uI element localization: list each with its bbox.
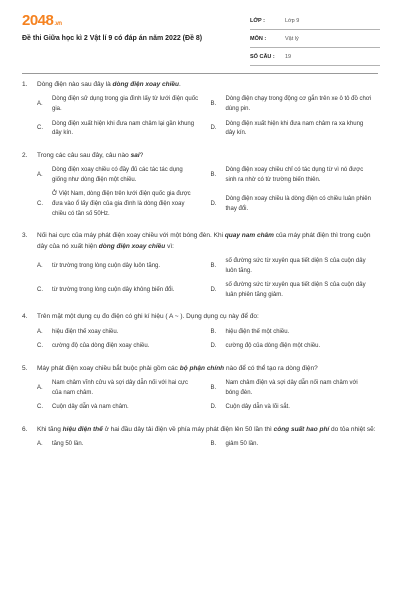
question-number: 6. (22, 426, 28, 434)
option-text: cường độ của dòng điện một chiều. (225, 343, 321, 350)
option-letter: D. (210, 286, 217, 293)
question-number: 4. (22, 313, 28, 321)
answer-options (37, 328, 378, 352)
meta-value: 19 (285, 53, 292, 60)
answer-option[interactable] (37, 342, 205, 352)
document-title: Đề thi Giữa học kì 2 Vật lí 9 có đáp án năm 2022 (Đề 8) (22, 35, 203, 42)
option-letter: B. (210, 101, 217, 108)
question-5 (22, 364, 378, 413)
answer-option[interactable] (211, 328, 379, 338)
question-text-part: Trong các câu sau đây, câu nào (37, 151, 131, 159)
question-6 (22, 425, 378, 450)
answer-option[interactable] (37, 281, 205, 300)
option-text: Ở Việt Nam, dòng điện trên lưới điện quốc gia được đưa vào ổ lấy điện của gia đình là dòng điện xoay chiều có tần số 50Hz. (52, 191, 191, 217)
question-emphasis: bộ phận chính (179, 364, 225, 372)
answer-option[interactable] (37, 440, 205, 450)
option-letter: D. (210, 343, 217, 350)
answer-option[interactable] (211, 190, 379, 219)
question-stem (22, 364, 378, 374)
question-text-part: của máy phát điện thì trong cuộn dây của nó xuất hiện (37, 232, 371, 250)
meta-label: LỚP : (250, 17, 265, 24)
meta-row-question-count (250, 48, 380, 66)
site-logo[interactable] (22, 12, 62, 29)
question-stem (22, 80, 378, 90)
question-text-part: ở hai đầu dây tải điện về phía máy phát điện lên 50 lần thì (102, 426, 274, 434)
question-number: 1. (22, 81, 28, 88)
answer-option[interactable] (211, 120, 379, 139)
answer-option[interactable] (37, 95, 205, 114)
option-text: số đường sức từ xuyên qua tiết diện S của cuộn dây luôn tăng. (225, 257, 366, 274)
option-letter: C. (37, 286, 43, 293)
option-letter: A. (37, 328, 43, 335)
answer-option[interactable] (211, 166, 379, 185)
option-text: tăng 50 lần. (52, 441, 84, 448)
question-1 (22, 80, 378, 139)
question-text (37, 364, 318, 374)
option-letter: A. (37, 171, 43, 178)
question-list (22, 80, 378, 462)
option-text: Cuộn dây dẫn và lõi sắt. (225, 404, 290, 411)
option-letter: C. (37, 343, 43, 350)
option-text: Dòng điện xoay chiều chỉ có tác dụng từ vì nó được sinh ra nhờ có từ trường biến thiên. (225, 167, 364, 183)
question-number: 2. (22, 151, 28, 159)
meta-label: SỐ CÂU : (250, 53, 275, 60)
option-letter: D. (210, 125, 217, 132)
answer-options (37, 440, 378, 450)
question-3 (22, 231, 378, 300)
answer-option[interactable] (37, 403, 205, 413)
question-text (37, 425, 376, 435)
question-emphasis: dòng điện xoay chiều (112, 81, 179, 88)
meta-value: Lớp 9 (285, 17, 300, 24)
header-divider (22, 73, 378, 74)
question-2 (22, 151, 378, 219)
answer-option[interactable] (37, 120, 205, 139)
answer-option[interactable] (211, 403, 379, 413)
answer-options (37, 166, 378, 219)
question-stem (22, 231, 378, 252)
option-letter: B. (210, 262, 217, 269)
question-text-part: vì: (165, 242, 174, 250)
option-text: từ trường trong lòng cuộn dây luôn tăng. (52, 262, 161, 269)
option-text: cường độ của dòng điện xoay chiều. (52, 343, 150, 350)
answer-options (37, 95, 378, 138)
question-stem (22, 425, 378, 435)
option-text: hiệu điện thế một chiều. (225, 328, 290, 335)
question-emphasis: dòng điện xoay chiều (98, 242, 166, 250)
question-text-part: Khi tăng (37, 426, 63, 434)
answer-options (37, 379, 378, 413)
option-letter: C. (37, 200, 43, 207)
option-text: Dòng điện xoay chiều là dòng điện có chiều luân phiên thay đổi. (225, 196, 371, 212)
question-text-part: Dòng điện nào sau đây là (37, 81, 113, 88)
option-text: Dòng điện xoay chiều có đầy đủ các tác tác dụng giống như dòng điện một chiều. (52, 167, 183, 183)
option-text: số đường sức từ xuyên qua tiết diện S của cuộn dây luân phiên tăng giảm. (225, 282, 366, 298)
question-number: 5. (22, 364, 28, 372)
option-letter: B. (210, 171, 217, 178)
meta-row-class (250, 12, 380, 30)
option-letter: C. (37, 125, 43, 132)
question-text (37, 231, 378, 252)
question-emphasis: quay nam châm (224, 232, 274, 240)
option-letter: D. (210, 404, 217, 411)
option-text: Nam châm vĩnh cửu và sợi dây dẫn nối với hai cực của nam châm. (52, 380, 188, 396)
answer-option[interactable] (211, 342, 379, 352)
option-letter: A. (37, 101, 43, 108)
option-letter: B. (210, 328, 217, 335)
answer-option[interactable] (37, 190, 205, 219)
question-emphasis: sai (130, 151, 140, 159)
option-text: Cuộn dây dẫn và nam châm. (52, 404, 129, 411)
question-text-part: do tỏa nhiệt sẽ: (329, 426, 376, 434)
answer-option[interactable] (211, 257, 379, 276)
meta-label: MÔN : (250, 35, 267, 42)
option-letter: D. (210, 200, 217, 207)
document-meta-table (250, 12, 380, 66)
question-emphasis: công suất hao phí (273, 426, 330, 434)
question-text (37, 312, 259, 322)
question-number: 3. (22, 232, 28, 240)
logo-text: 2048 (22, 12, 54, 29)
question-text-part: . (179, 81, 181, 88)
question-text-part: ? (139, 151, 144, 159)
question-text-part: Máy phát điện xoay chiều bắt buộc phải gồm các (37, 364, 180, 372)
option-letter: B. (210, 385, 217, 392)
answer-option[interactable] (37, 328, 205, 338)
option-text: Dòng điện xuất hiện khi đưa nam châm ra xa khung dây kín. (225, 120, 364, 137)
option-text: Nam châm điện và sợi dây dẫn nối nam châm với bóng đèn. (225, 380, 358, 396)
question-4 (22, 312, 378, 352)
option-text: giảm 50 lần. (225, 441, 259, 448)
answer-option[interactable] (211, 95, 379, 114)
question-text-part: Nối hai cực của máy phát điện xoay chiều với một bóng đèn. Khi (37, 232, 225, 240)
answer-option[interactable] (37, 379, 205, 398)
question-emphasis: hiệu điện thế (62, 426, 103, 434)
question-stem (22, 151, 378, 161)
question-text-part: Trên mặt một dụng cụ đo điện có ghi kí hiệu ( A ~ ). Dụng dụng cụ này để đo: (37, 313, 259, 321)
answer-options (37, 257, 378, 300)
answer-option[interactable] (37, 257, 205, 276)
question-text-part: nào để có thể tạo ra dòng điện? (224, 364, 318, 372)
option-text: Dòng điện chạy trong động cơ gắn trên xe ô tô đồ chơi dùng pin. (225, 96, 372, 112)
answer-option[interactable] (211, 440, 379, 450)
option-letter: A. (37, 441, 43, 448)
option-text: Dòng điện sử dụng trong gia đình lấy từ lưới điện quốc gia. (52, 96, 199, 112)
page-header (0, 0, 400, 70)
question-text (37, 80, 181, 90)
question-stem (22, 312, 378, 322)
option-text: Dòng điện xuất hiện khi đưa nam châm lại gần khung dây kín. (52, 120, 195, 137)
option-letter: C. (37, 404, 43, 411)
logo-suffix: .vn (54, 21, 62, 27)
answer-option[interactable] (211, 379, 379, 398)
meta-row-subject (250, 30, 380, 48)
option-text: từ trường trong lòng cuộn dây không biến đổi. (52, 286, 175, 293)
answer-option[interactable] (37, 166, 205, 185)
option-letter: B. (210, 441, 217, 448)
meta-value: Vật lý (285, 35, 299, 42)
option-letter: A. (37, 262, 43, 269)
question-text (37, 151, 143, 161)
option-text: hiệu điện thế xoay chiều. (52, 328, 119, 335)
answer-option[interactable] (211, 281, 379, 300)
option-letter: A. (37, 385, 43, 392)
